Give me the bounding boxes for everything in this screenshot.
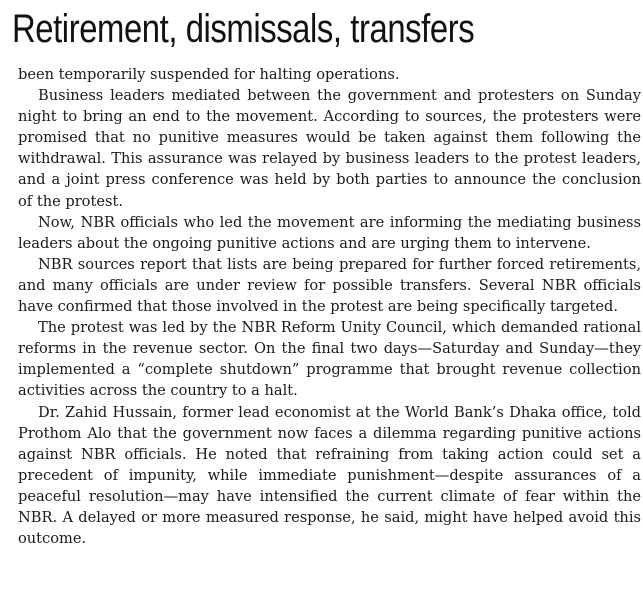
paragraph-officials-informing: Now, NBR officials who led the movement are informing the mediating business leaders about the ongoing punitive actions and are urging them to intervene. [18, 213, 641, 252]
paragraph-retirement-lists: NBR sources report that lists are being prepared for further forced retirements, and many officials are under review for possible transfers. Several NBR officials have confirmed that those involved in the protest are being specifically targeted. [18, 255, 641, 316]
headline: Retirement, dismissals, transfers [12, 7, 475, 51]
paragraph-continuation: been temporarily suspended for halting operations. [18, 66, 400, 83]
paragraph-mediation: Business leaders mediated between the government and protesters on Sunday night to bring an end to the movement. According to sources, the protesters were promised that no punitive measures would be taken against them following the withdrawal. This assurance was relayed by business leaders to the protest leaders, and a joint press conference was held by both parties to announce the conclusion of the protest. [18, 87, 641, 210]
paragraph-protest-leadership: The protest was led by the NBR Reform Unity Council, which demanded rational reforms in the revenue sector. On the final two days—Saturday and Sunday—they implemented a “complete shutdown” programme that brought revenue collection activities across the country to a halt. [18, 319, 641, 400]
article-body [12, 64, 641, 549]
paragraph-expert-comment: Dr. Zahid Hussain, former lead economist at the World Bank’s Dhaka office, told Prothom Alo that the government now faces a dilemma regarding punitive actions against NBR officials. He noted that refraining from taking action could set a precedent of impunity, while immediate punishment—despite assurances of a peaceful resolution—may have intensified the current climate of fear within the NBR. A delayed or more measured response, he said, might have helped avoid this outcome. [18, 403, 641, 548]
